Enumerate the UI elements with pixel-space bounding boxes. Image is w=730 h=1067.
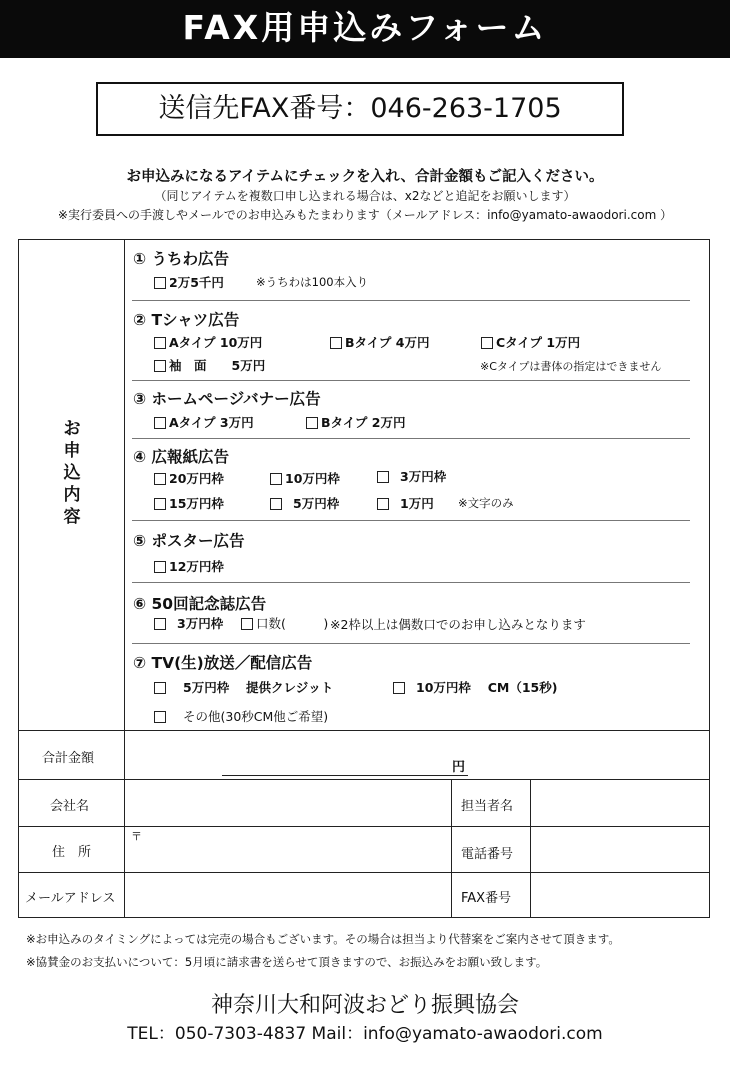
newsletter-note: ※文字のみ — [458, 496, 514, 510]
fax-label: FAX番号 — [461, 891, 512, 906]
divider — [132, 380, 690, 381]
option-tshirt-sleeve[interactable]: 袖 面 5万円 — [154, 356, 265, 374]
option-anniversary[interactable]: 3万円枠 — [154, 614, 223, 632]
yen-unit: 円 — [452, 760, 466, 775]
fax-number-box: 送信先FAX番号：046-263-1705 — [96, 82, 624, 136]
checkbox[interactable] — [154, 561, 166, 573]
checkbox[interactable] — [154, 682, 166, 694]
option-poster[interactable]: 12万円枠 — [154, 557, 224, 575]
total-amount-input[interactable] — [222, 775, 468, 776]
checkbox[interactable] — [481, 337, 493, 349]
option-newsletter-3[interactable]: 3万円枠 — [377, 467, 446, 485]
option-tv-cm[interactable]: 10万円枠 CM（15秒) — [393, 678, 557, 696]
uchiwa-note: ※うちわは100本入り — [256, 275, 369, 289]
option-tv-other[interactable]: その他(30秒CM他ご希望) — [154, 707, 328, 725]
checkbox[interactable] — [377, 471, 389, 483]
option-newsletter-5[interactable]: 5万円枠 — [270, 494, 339, 512]
email-label: メールアドレス — [25, 891, 116, 906]
checkbox[interactable] — [330, 337, 342, 349]
checkbox[interactable] — [306, 417, 318, 429]
footnote-soldout: ※お申込みのタイミングによっては完売の場合もございます。その場合は担当より代替案をご案内させて頂きます。 — [26, 932, 620, 946]
person-label: 担当者名 — [461, 799, 514, 814]
checkbox[interactable] — [154, 498, 166, 510]
option-newsletter-1[interactable]: 1万円 — [377, 494, 434, 512]
option-tshirt-c[interactable]: Cタイプ 1万円 — [481, 333, 580, 351]
table-divider — [530, 780, 531, 918]
table-divider — [18, 779, 710, 780]
divider — [132, 520, 690, 521]
tshirt-note: ※Cタイプは書体の指定はできません — [480, 360, 662, 373]
checkbox[interactable] — [154, 711, 166, 723]
contact-info-table — [18, 730, 710, 918]
option-tv-credit[interactable]: 5万円枠 提供クレジット — [154, 678, 333, 696]
company-label: 会社名 — [50, 799, 90, 814]
checkbox[interactable] — [154, 360, 166, 372]
intro-instruction: お申込みになるアイテムにチェックを入れ、合計金額もご記入ください。 — [126, 169, 604, 185]
checkbox[interactable] — [241, 618, 253, 630]
option-banner-a[interactable]: Aタイプ 3万円 — [154, 413, 254, 431]
option-newsletter-10[interactable]: 10万円枠 — [270, 469, 340, 487]
option-uchiwa[interactable]: 2万5千円 — [154, 273, 224, 291]
table-divider — [124, 731, 125, 918]
contact-info: TEL：050-7303-4837 Mail：info@yamato-awaodori.com — [127, 1024, 603, 1044]
option-tshirt-a[interactable]: Aタイプ 10万円 — [154, 333, 262, 351]
checkbox[interactable] — [393, 682, 405, 694]
application-section — [18, 239, 710, 731]
total-label: 合計金額 — [42, 751, 95, 766]
anniversary-note: ※2枠以上は偶数口でのお申し込みとなります — [330, 617, 586, 632]
item-banner-title: ③ ホームページバナー広告 — [133, 390, 321, 408]
divider — [132, 300, 690, 301]
intro-multiple-note: （同じアイテムを複数口申し込まれる場合は、x2などと追記をお願いします） — [154, 189, 576, 203]
item-uchiwa-title: ① うちわ広告 — [133, 250, 230, 268]
option-newsletter-20[interactable]: 20万円枠 — [154, 469, 224, 487]
checkbox[interactable] — [154, 337, 166, 349]
divider — [132, 582, 690, 583]
page-title: FAX用申込みフォーム — [0, 0, 730, 58]
item-tshirt-title: ② Tシャツ広告 — [133, 311, 240, 329]
checkbox[interactable] — [377, 498, 389, 510]
table-divider — [18, 872, 710, 873]
quantity-field[interactable]: 口数( ) — [241, 614, 328, 632]
item-anniversary-title: ⑥ 50回記念誌広告 — [133, 595, 267, 613]
divider — [132, 643, 690, 644]
organization-name: 神奈川大和阿波おどり振興協会 — [210, 993, 519, 1018]
checkbox[interactable] — [270, 473, 282, 485]
option-tshirt-b[interactable]: Bタイプ 4万円 — [330, 333, 429, 351]
checkbox[interactable] — [154, 473, 166, 485]
item-poster-title: ⑤ ポスター広告 — [133, 532, 245, 550]
checkbox[interactable] — [154, 618, 166, 630]
checkbox[interactable] — [154, 277, 166, 289]
divider — [132, 438, 690, 439]
section-label-column — [19, 240, 125, 730]
intro-email-note: ※実行委員への手渡しやメールでのお申込みもたまわります（メールアドレス：info@yamato-awaodori.com ） — [57, 208, 673, 222]
table-divider — [451, 780, 452, 918]
option-newsletter-15[interactable]: 15万円枠 — [154, 494, 224, 512]
footnote-payment: ※協賛金のお支払いについて：5月頃に請求書を送らせて頂きますので、お振込みをお願い致します。 — [26, 955, 548, 969]
option-banner-b[interactable]: Bタイプ 2万円 — [306, 413, 405, 431]
phone-label: 電話番号 — [461, 847, 514, 862]
item-newsletter-title: ④ 広報紙広告 — [133, 448, 230, 466]
item-tv-title: ⑦ TV(生)放送／配信広告 — [133, 654, 313, 672]
address-label: 住 所 — [52, 845, 92, 860]
postal-mark: 〒 — [131, 830, 142, 843]
section-label: お申込内容 — [63, 419, 81, 527]
checkbox[interactable] — [154, 417, 166, 429]
checkbox[interactable] — [270, 498, 282, 510]
table-divider — [18, 826, 710, 827]
